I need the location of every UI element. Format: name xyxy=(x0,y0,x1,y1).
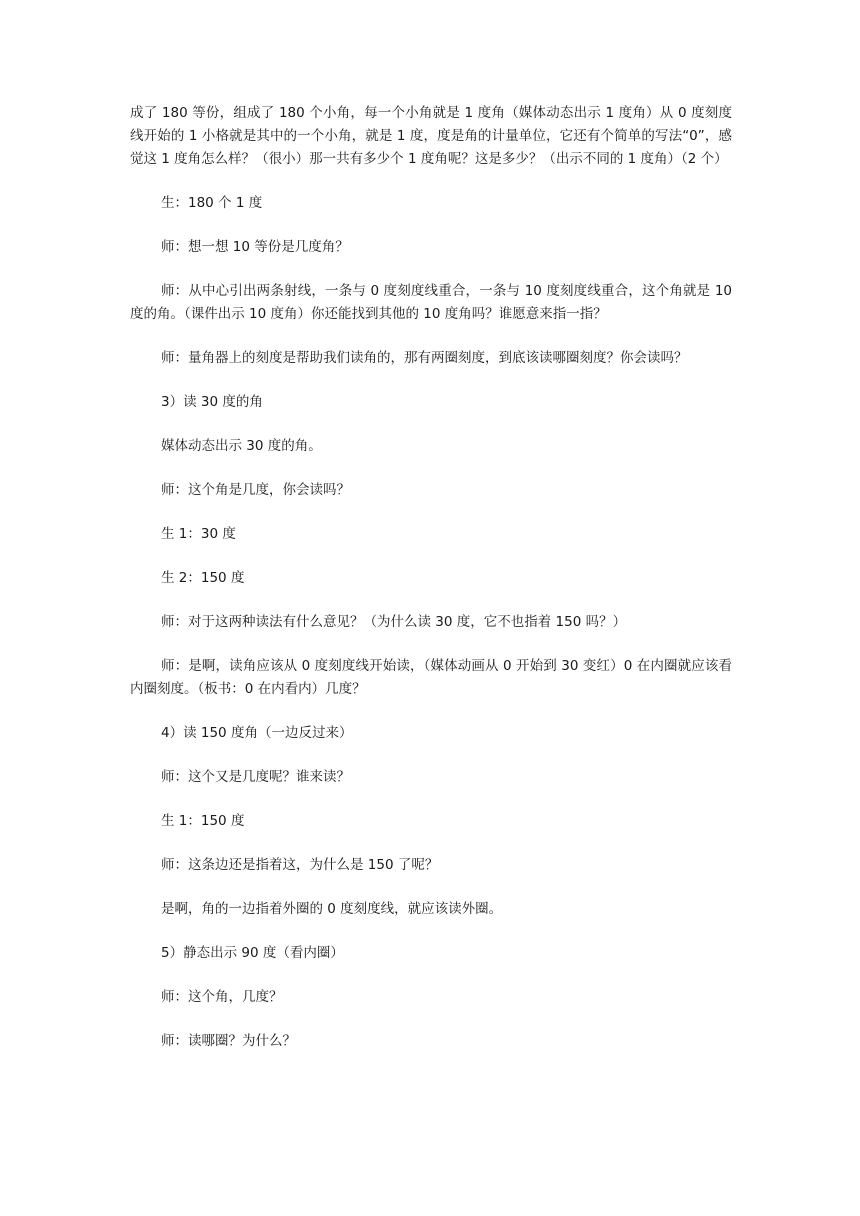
paragraph-1: 成了 180 等份，组成了 180 个小角，每一个小角就是 1 度角（媒体动态出示 1 度角）从 0 度刻度线开始的 1 小格就是其中的一个小角，就是 1 度，度是角的计量单位，它还有个简单的写法“0”，感觉这 1 度角怎么样？（很小）那一共有多少个 1 度角呢？这是多少？（出示不同的 1 度角）（2 个） xyxy=(130,105,732,167)
paragraph-5: 师：量角器上的刻度是帮助我们读角的，那有两圈刻度，到底该读哪圈刻度？你会读吗？ xyxy=(161,350,688,366)
paragraph-7: 媒体动态出示 30 度的角。 xyxy=(161,438,322,454)
paragraph-13: 4）读 150 度角（一边反过来） xyxy=(161,725,353,741)
paragraph-19: 师：这个角，几度？ xyxy=(161,989,283,1005)
paragraph-20: 师：读哪圈？为什么？ xyxy=(161,1033,296,1049)
paragraph-14: 师：这个又是几度呢？谁来读？ xyxy=(161,769,350,785)
paragraph-6: 3）读 30 度的角 xyxy=(161,394,263,410)
paragraph-2: 生：180 个 1 度 xyxy=(161,195,263,211)
paragraph-15: 生 1：150 度 xyxy=(161,813,245,829)
paragraph-8: 师：这个角是几度，你会读吗？ xyxy=(161,482,350,498)
paragraph-12: 师：是啊，读角应该从 0 度刻度线开始读，（媒体动画从 0 开始到 30 变红）0 在内圈就应该看内圈刻度。（板书：0 在内看内）几度？ xyxy=(130,658,732,697)
document-body xyxy=(130,102,732,1074)
paragraph-10: 生 2：150 度 xyxy=(161,570,245,586)
paragraph-18: 5）静态出示 90 度（看内圈） xyxy=(161,945,344,961)
paragraph-3: 师：想一想 10 等份是几度角？ xyxy=(161,239,349,255)
paragraph-9: 生 1：30 度 xyxy=(161,526,236,542)
paragraph-11: 师：对于这两种读法有什么意见？（为什么读 30 度，它不也指着 150 吗？） xyxy=(161,614,627,630)
paragraph-16: 师：这条边还是指着这，为什么是 150 了呢？ xyxy=(161,857,439,873)
paragraph-17: 是啊，角的一边指着外圈的 0 度刻度线，就应该读外圈。 xyxy=(161,901,503,917)
paragraph-4: 师：从中心引出两条射线，一条与 0 度刻度线重合，一条与 10 度刻度线重合，这个角就是 10 度的角。（课件出示 10 度角）你还能找到其他的 10 度角吗？谁愿意来指一指？ xyxy=(130,283,732,322)
